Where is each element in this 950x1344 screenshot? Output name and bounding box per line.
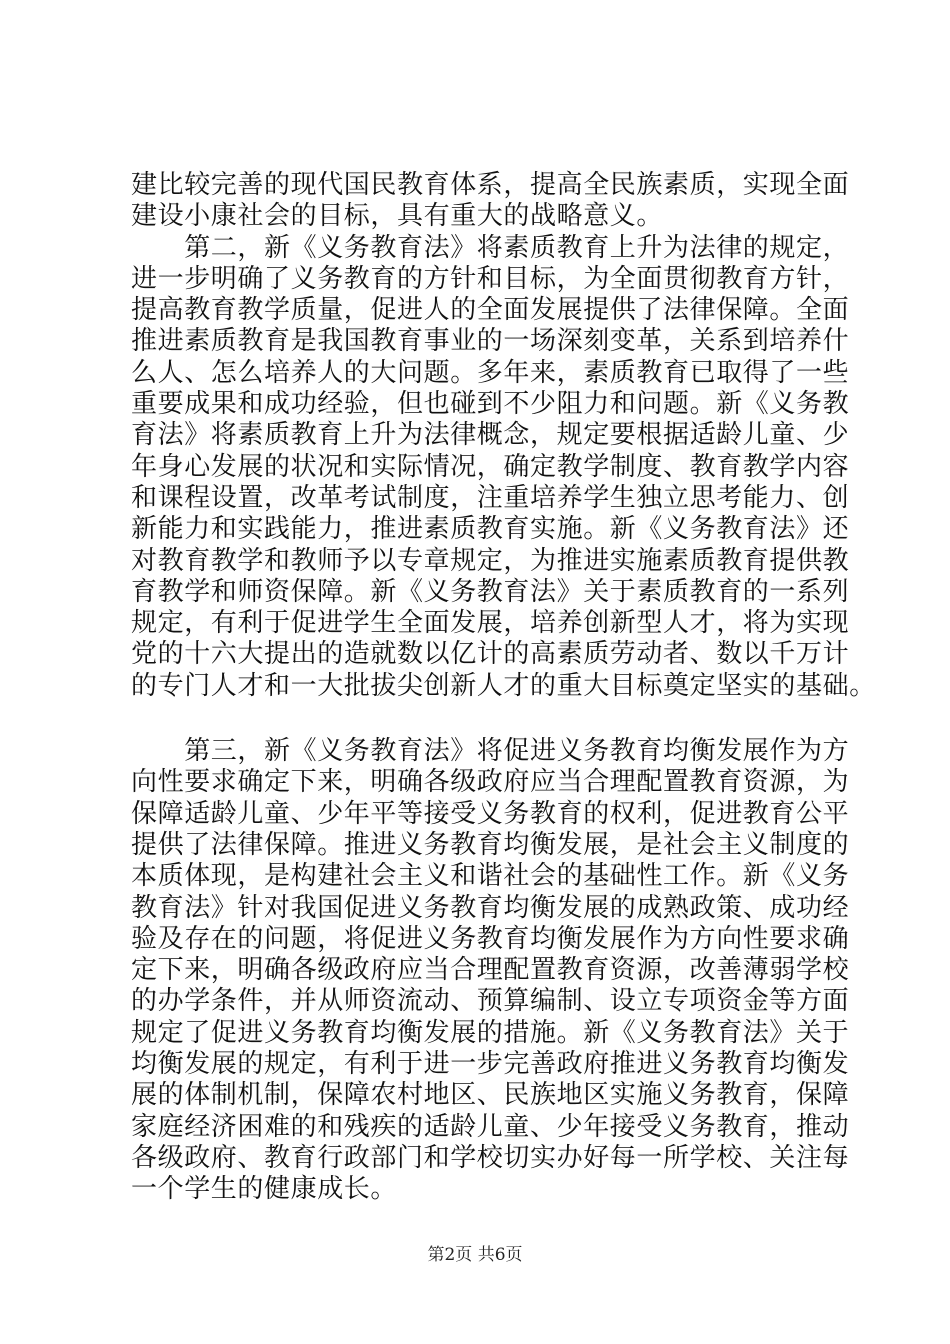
text-line: 教育法》针对我国促进义务教育均衡发展的成熟政策、成功经: [131, 892, 850, 923]
text-line: 第二，新《义务教育法》将素质教育上升为法律的规定，: [131, 232, 850, 263]
paragraph-third-point: [131, 736, 850, 1205]
text-line: 和课程设置，改革考试制度，注重培养学生独立思考能力、创: [131, 482, 850, 513]
text-line: 定下来，明确各级政府应当合理配置教育资源，改善薄弱学校: [131, 955, 850, 986]
text-line: 党的十六大提出的造就数以亿计的高素质劳动者、数以千万计: [131, 639, 850, 670]
text-line: 新能力和实践能力，推进素质教育实施。新《义务教育法》还: [131, 514, 850, 545]
text-line: 年身心发展的状况和实际情况，确定教学制度、教育教学内容: [131, 451, 850, 482]
text-line: 的办学条件，并从师资流动、预算编制、设立专项资金等方面: [131, 986, 850, 1017]
page-number-footer: 第2页 共6页: [427, 1245, 523, 1265]
text-line: 各级政府、教育行政部门和学校切实办好每一所学校、关注每: [131, 1142, 850, 1173]
text-line: 育教学和师资保障。新《义务教育法》关于素质教育的一系列: [131, 576, 850, 607]
text-line: 对教育教学和教师予以专章规定，为推进实施素质教育提供教: [131, 545, 850, 576]
document-body: [131, 170, 876, 1206]
text-line: 展的体制机制，保障农村地区、民族地区实施义务教育，保障: [131, 1080, 850, 1111]
text-line: 验及存在的问题，将促进义务教育均衡发展作为方向性要求确: [131, 923, 850, 954]
text-line: 建设小康社会的目标，具有重大的战略意义。: [131, 201, 664, 232]
text-line: 保障适龄儿童、少年平等接受义务教育的权利，促进教育公平: [131, 798, 850, 829]
paragraph-continuation: [131, 170, 850, 233]
text-line: 家庭经济困难的和残疾的适龄儿童、少年接受义务教育，推动: [131, 1111, 850, 1142]
text-line: 重要成果和成功经验，但也碰到不少阻力和问题。新《义务教: [131, 389, 850, 420]
text-line: 第三，新《义务教育法》将促进义务教育均衡发展作为方: [131, 736, 850, 767]
text-line: 规定，有利于促进学生全面发展，培养创新型人才，将为实现: [131, 608, 850, 639]
text-line: 一个学生的健康成长。: [131, 1174, 398, 1205]
text-line: 么人、怎么培养人的大问题。多年来，素质教育已取得了一些: [131, 357, 850, 388]
text-line: 进一步明确了义务教育的方针和目标，为全面贯彻教育方针，: [131, 263, 850, 294]
text-line: 向性要求确定下来，明确各级政府应当合理配置教育资源，为: [131, 767, 850, 798]
text-line: 提高教育教学质量，促进人的全面发展提供了法律保障。全面: [131, 295, 850, 326]
text-line: 建比较完善的现代国民教育体系，提高全民族素质，实现全面: [131, 170, 850, 200]
paragraph-second-point: [131, 232, 876, 702]
text-line: 推进素质教育是我国教育事业的一场深刻变革，关系到培养什: [131, 326, 850, 357]
text-line: 规定了促进义务教育均衡发展的措施。新《义务教育法》关于: [131, 1017, 850, 1048]
paragraph-spacer: [131, 702, 831, 736]
text-line: 均衡发展的规定，有利于进一步完善政府推进义务教育均衡发: [131, 1049, 850, 1080]
text-line: 育法》将素质教育上升为法律概念，规定要根据适龄儿童、少: [131, 420, 850, 451]
text-line: 本质体现，是构建社会主义和谐社会的基础性工作。新《义务: [131, 861, 850, 892]
text-line: 的专门人才和一大批拔尖创新人才的重大目标奠定坚实的基础。: [131, 670, 876, 701]
text-line: 提供了法律保障。推进义务教育均衡发展，是社会主义制度的: [131, 829, 850, 860]
